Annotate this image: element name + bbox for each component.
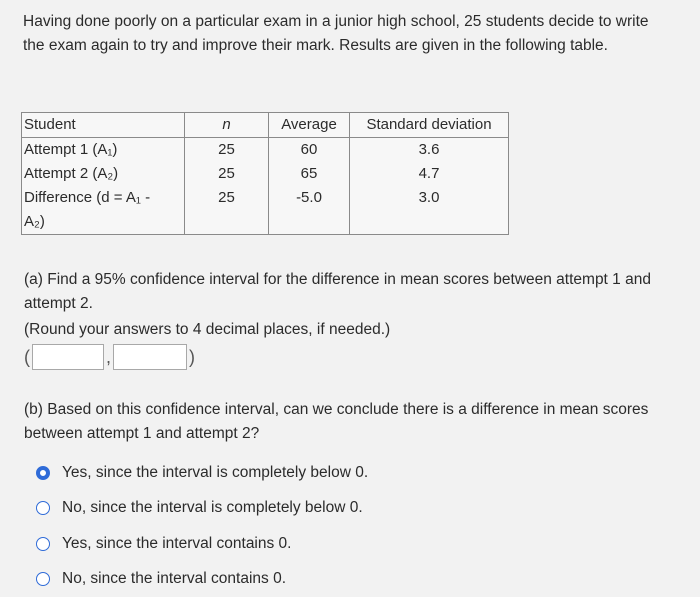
cell-sd: 4.7 [350, 162, 508, 186]
interval-answer [24, 342, 195, 372]
intro-text: Having done poorly on a particular exam in a junior high school, 25 students decide to write the exam again to try and improve their mark. Results are given in the following table. [23, 10, 673, 58]
header-student: Student [22, 113, 185, 138]
option-4[interactable] [36, 562, 368, 597]
cell-average: 65 [269, 162, 349, 186]
cell-n: 25 [185, 138, 268, 162]
cell-average: -5.0 [269, 186, 349, 210]
cell-sd: 3.6 [350, 138, 508, 162]
cell-sd: 3.0 [350, 186, 508, 210]
part-a-question: (a) Find a 95% confidence interval for the difference in mean scores between attempt 1 and attempt 2. [24, 268, 674, 316]
header-sd: Standard deviation [350, 113, 509, 138]
option-2[interactable] [36, 491, 368, 527]
lower-bound-input[interactable] [32, 344, 104, 370]
upper-bound-input[interactable] [113, 344, 187, 370]
header-n: n [185, 113, 269, 138]
option-1[interactable] [36, 455, 368, 491]
header-average: Average [269, 113, 350, 138]
results-table [21, 112, 509, 235]
close-paren: ) [189, 347, 195, 368]
option-3[interactable] [36, 526, 368, 562]
part-b-question: (b) Based on this confidence interval, can we conclude there is a difference in mean scores between attempt 1 and attempt 2? [24, 398, 674, 446]
cell-student: Attempt 2 (A₂) [24, 162, 184, 186]
open-paren: ( [24, 347, 30, 368]
table-body-row [22, 138, 509, 235]
answer-options [36, 455, 368, 597]
radio-selected-icon[interactable] [36, 466, 50, 480]
cell-student: A₂) [24, 210, 184, 234]
cell-n: 25 [185, 186, 268, 210]
option-label: No, since the interval is completely below 0. [62, 499, 363, 517]
radio-icon[interactable] [36, 572, 50, 586]
table-header-row [22, 113, 509, 138]
cell-average: 60 [269, 138, 349, 162]
radio-icon[interactable] [36, 501, 50, 515]
part-a-note: (Round your answers to 4 decimal places, if needed.) [24, 318, 674, 342]
cell-n: 25 [185, 162, 268, 186]
radio-icon[interactable] [36, 537, 50, 551]
cell-student: Attempt 1 (A₁) [24, 138, 184, 162]
option-label: Yes, since the interval contains 0. [62, 535, 291, 553]
comma: , [106, 347, 111, 368]
option-label: No, since the interval contains 0. [62, 570, 286, 588]
cell-student: Difference (d = A₁ - [24, 186, 184, 210]
option-label: Yes, since the interval is completely below 0. [62, 464, 368, 482]
